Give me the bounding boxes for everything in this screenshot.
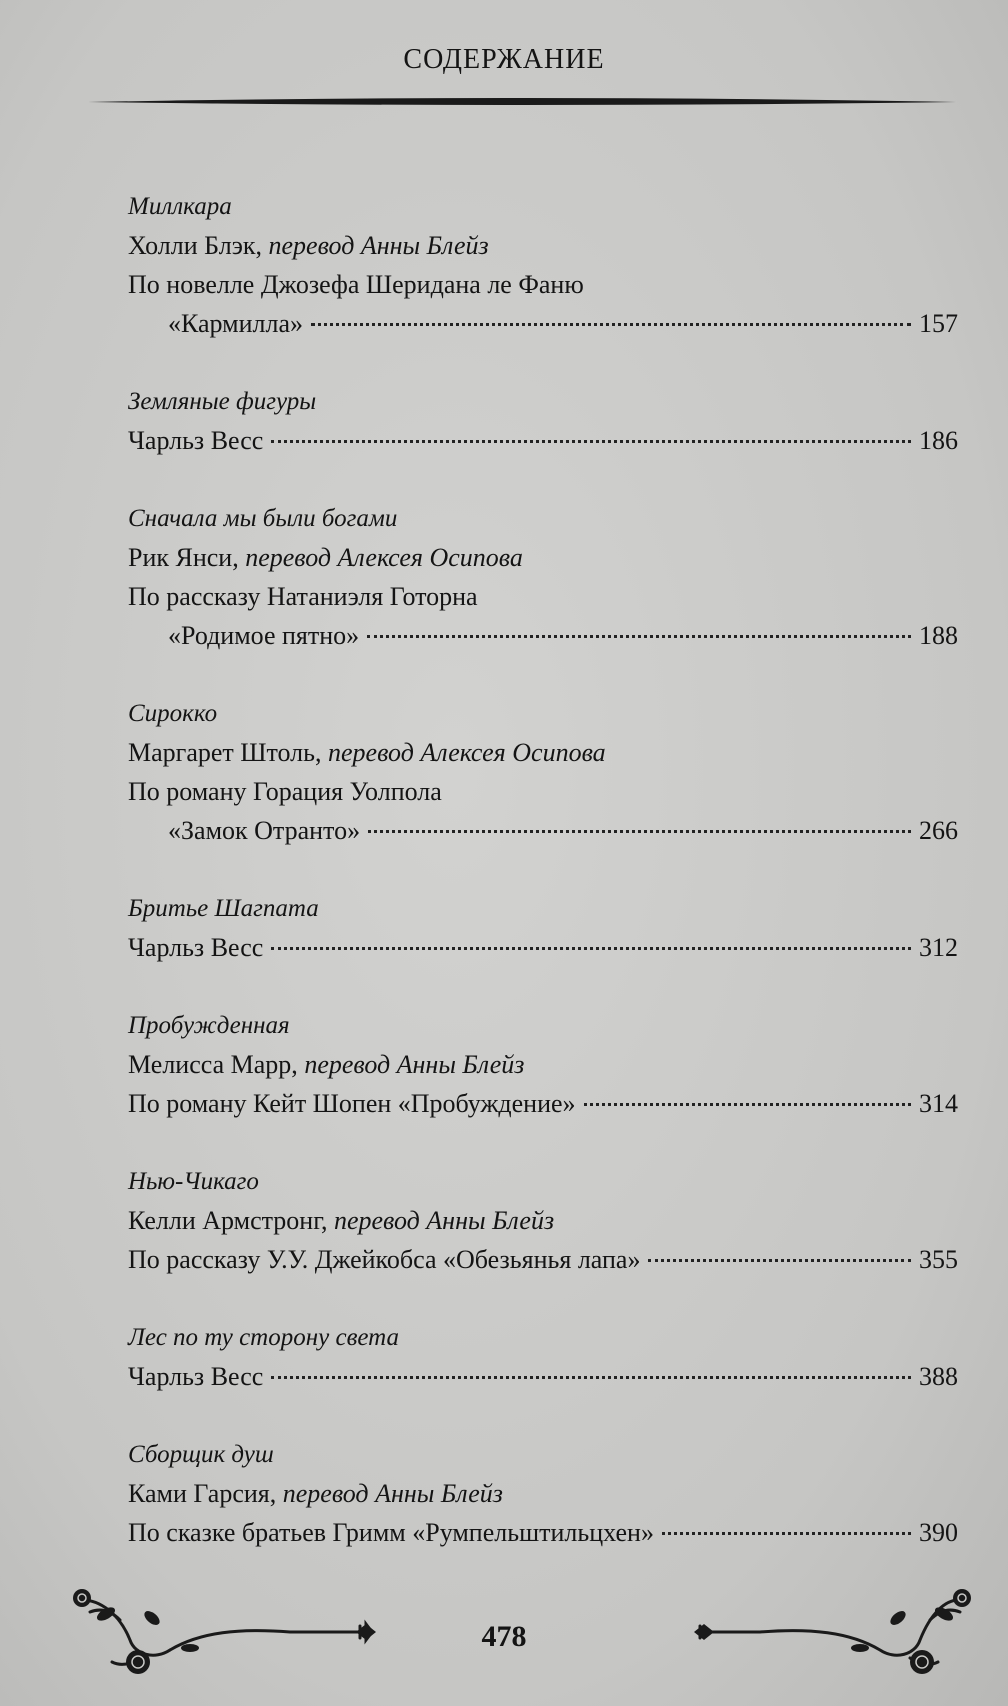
dot-leader xyxy=(367,635,911,638)
entry-page-number[interactable]: 157 xyxy=(919,309,958,338)
entry-translator: перевод Анны Блейз xyxy=(268,231,489,260)
entry-source: По роману Горация Уолпола xyxy=(128,777,442,806)
entry-title: Миллкара xyxy=(128,193,232,220)
entry-author-line xyxy=(128,1201,958,1240)
dot-leader xyxy=(311,323,911,326)
table-of-contents xyxy=(128,188,958,1592)
entry-source: По сказке братьев Гримм «Румпельштильцхен» xyxy=(128,1518,654,1547)
entry-source: По роману Кейт Шопен «Пробуждение» xyxy=(128,1089,576,1118)
entry-page-line xyxy=(128,928,958,967)
toc-entry xyxy=(128,695,958,850)
entry-translator: перевод Алексея Осипова xyxy=(245,543,523,572)
entry-page-line xyxy=(128,811,958,850)
toc-entry xyxy=(128,188,958,343)
header-rule xyxy=(88,92,956,112)
dot-leader xyxy=(648,1259,911,1262)
entry-translator: перевод Анны Блейз xyxy=(333,1206,555,1235)
entry-translator: перевод Алексея Осипова xyxy=(328,738,606,767)
entry-page-line xyxy=(128,616,958,655)
entry-author-line xyxy=(128,733,958,772)
entry-page-number[interactable]: 355 xyxy=(919,1245,958,1274)
entry-page-line xyxy=(128,1513,958,1552)
entry-translator: перевод Анны Блейз xyxy=(282,1479,503,1508)
entry-page-number[interactable]: 390 xyxy=(919,1518,958,1547)
entry-author: Ками Гарсия, xyxy=(128,1479,277,1508)
entry-title: Сирокко xyxy=(128,700,218,727)
entry-page-number[interactable]: 388 xyxy=(919,1362,958,1391)
entry-source: По рассказу У.У. Джейкобса «Обезьянья лапа» xyxy=(128,1245,641,1274)
dot-leader xyxy=(271,440,911,443)
toc-entry xyxy=(128,1163,958,1279)
entry-translator: перевод Анны Блейз xyxy=(304,1050,525,1079)
entry-title: Сначала мы были богами xyxy=(128,505,398,532)
entry-source-title: «Замок Отранто» xyxy=(168,816,361,845)
entry-page-line xyxy=(128,1357,958,1396)
entry-title: Пробужденная xyxy=(128,1012,290,1039)
dot-leader xyxy=(368,830,911,833)
entry-page-line xyxy=(128,304,958,343)
page-number: 478 xyxy=(481,1620,527,1653)
entry-author-line xyxy=(128,226,958,265)
dot-leader xyxy=(271,1376,911,1379)
rose-ornament-icon xyxy=(690,1570,980,1680)
toc-entry xyxy=(128,383,958,460)
entry-author: Мелисса Марр, xyxy=(128,1050,298,1079)
entry-author: Холли Блэк, xyxy=(128,231,263,260)
entry-author: Рик Янси, xyxy=(128,543,239,572)
entry-page-number[interactable]: 186 xyxy=(919,426,958,455)
entry-title: Сборщик душ xyxy=(128,1441,274,1468)
entry-page-line xyxy=(128,421,958,460)
entry-title: Лес по ту сторону света xyxy=(128,1324,400,1351)
entry-author: Чарльз Весс xyxy=(128,426,264,455)
dot-leader xyxy=(271,947,911,950)
entry-title: Нью-Чикаго xyxy=(128,1168,259,1195)
entry-page-number[interactable]: 312 xyxy=(919,933,958,962)
entry-source: По рассказу Натаниэля Готорна xyxy=(128,582,478,611)
entry-author: Чарльз Весс xyxy=(128,933,264,962)
dot-leader xyxy=(584,1103,911,1106)
entry-title: Бритье Шагпата xyxy=(128,895,319,922)
entry-author-line xyxy=(128,1045,958,1084)
toc-entry xyxy=(128,500,958,655)
entry-source-title: «Родимое пятно» xyxy=(168,621,360,650)
entry-author-line xyxy=(128,1474,958,1513)
toc-entry xyxy=(128,1436,958,1552)
entry-author: Маргарет Штоль, xyxy=(128,738,322,767)
page-header-title: СОДЕРЖАНИЕ xyxy=(403,44,605,75)
entry-author-line xyxy=(128,538,958,577)
entry-page-number[interactable]: 266 xyxy=(919,816,958,845)
toc-entry xyxy=(128,890,958,967)
dot-leader xyxy=(662,1532,911,1535)
toc-entry xyxy=(128,1007,958,1123)
entry-author: Чарльз Весс xyxy=(128,1362,264,1391)
entry-page-number[interactable]: 188 xyxy=(919,621,958,650)
entry-title: Земляные фигуры xyxy=(128,388,317,415)
toc-entry xyxy=(128,1319,958,1396)
entry-source: По новелле Джозефа Шеридана ле Фаню xyxy=(128,270,584,299)
entry-author: Келли Армстронг, xyxy=(128,1206,328,1235)
entry-page-line xyxy=(128,1084,958,1123)
entry-page-number[interactable]: 314 xyxy=(919,1089,958,1118)
entry-page-line xyxy=(128,1240,958,1279)
entry-source-title: «Кармилла» xyxy=(168,309,304,338)
